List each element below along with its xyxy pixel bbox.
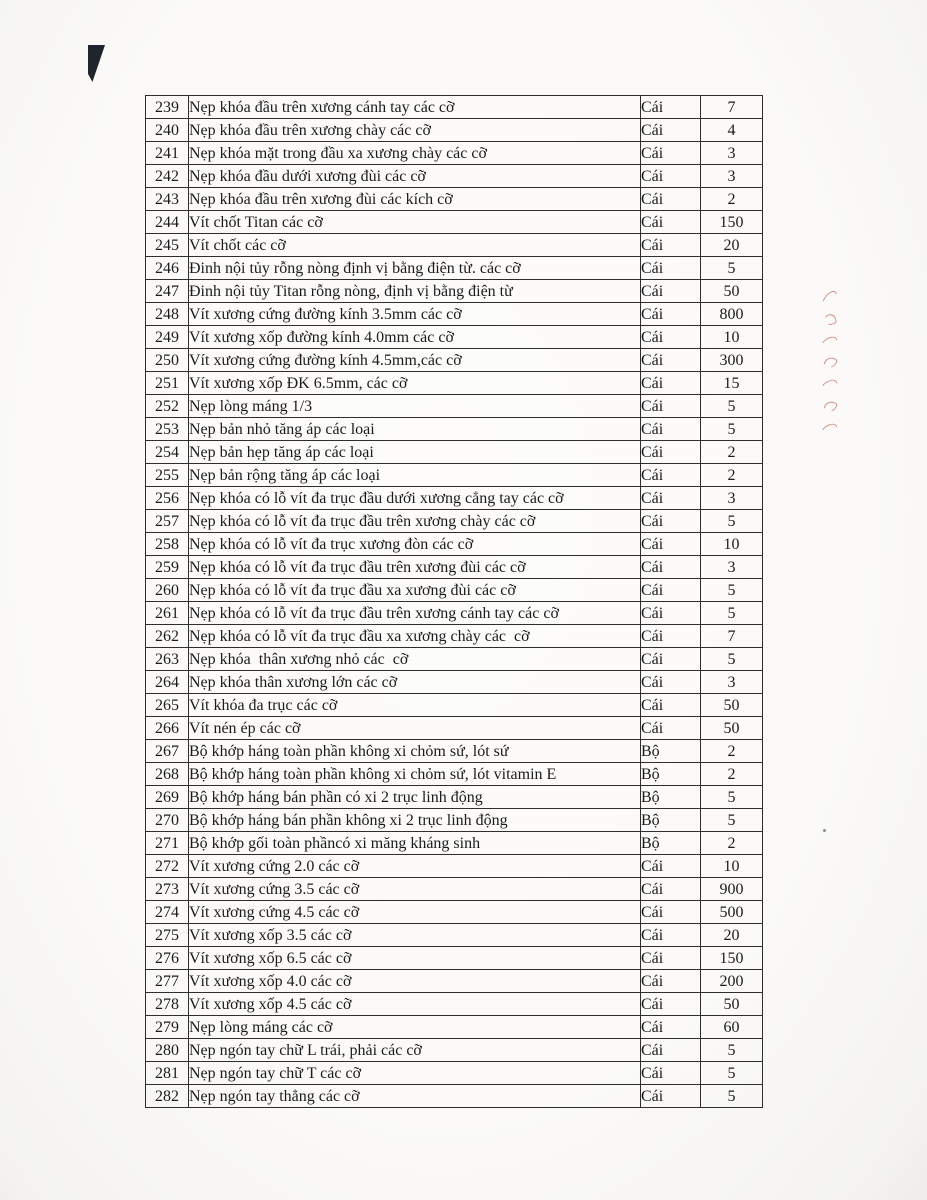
row-description-cell: Nẹp bản hẹp tăng áp các loại [189, 441, 641, 464]
row-number-cell: 281 [146, 1062, 189, 1085]
row-quantity-cell: 5 [701, 809, 763, 832]
row-unit-cell: Bộ [641, 740, 701, 763]
row-description-cell: Vít xương cứng 2.0 các cỡ [189, 855, 641, 878]
row-quantity-cell: 10 [701, 326, 763, 349]
row-number-cell: 241 [146, 142, 189, 165]
row-number-cell: 273 [146, 878, 189, 901]
table-row [146, 579, 763, 602]
row-description-cell: Vít chốt Titan các cỡ [189, 211, 641, 234]
row-number-cell: 270 [146, 809, 189, 832]
row-number-cell: 269 [146, 786, 189, 809]
row-number-cell: 251 [146, 372, 189, 395]
row-unit-cell: Cái [641, 441, 701, 464]
table-row [146, 832, 763, 855]
row-description-cell: Nẹp ngón tay chữ L trái, phải các cỡ [189, 1039, 641, 1062]
row-unit-cell: Cái [641, 625, 701, 648]
row-number-cell: 271 [146, 832, 189, 855]
row-quantity-cell: 10 [701, 533, 763, 556]
row-unit-cell: Cái [641, 487, 701, 510]
row-number-cell: 276 [146, 947, 189, 970]
table-row [146, 855, 763, 878]
table-row [146, 671, 763, 694]
row-number-cell: 253 [146, 418, 189, 441]
row-quantity-cell: 50 [701, 694, 763, 717]
row-description-cell: Nẹp lòng máng 1/3 [189, 395, 641, 418]
items-table [145, 95, 763, 1108]
row-description-cell: Vít xương xốp 3.5 các cỡ [189, 924, 641, 947]
row-quantity-cell: 150 [701, 211, 763, 234]
table-row [146, 694, 763, 717]
red-ink-marks [820, 293, 840, 433]
row-quantity-cell: 20 [701, 234, 763, 257]
row-unit-cell: Cái [641, 533, 701, 556]
row-unit-cell: Cái [641, 1016, 701, 1039]
row-unit-cell: Cái [641, 395, 701, 418]
row-description-cell: Vít xương xốp 6.5 các cỡ [189, 947, 641, 970]
table-row [146, 464, 763, 487]
table-row [146, 1062, 763, 1085]
row-description-cell: Nẹp khóa có lỗ vít đa trục đầu dưới xương cẳng tay các cỡ [189, 487, 641, 510]
row-number-cell: 268 [146, 763, 189, 786]
row-number-cell: 240 [146, 119, 189, 142]
table-row [146, 533, 763, 556]
row-quantity-cell: 5 [701, 1085, 763, 1108]
row-quantity-cell: 50 [701, 717, 763, 740]
row-quantity-cell: 200 [701, 970, 763, 993]
row-quantity-cell: 5 [701, 1039, 763, 1062]
table-row [146, 257, 763, 280]
row-description-cell: Nẹp khóa đầu trên xương cánh tay các cỡ [189, 96, 641, 119]
row-description-cell: Nẹp khóa đầu trên xương chày các cỡ [189, 119, 641, 142]
row-description-cell: Nẹp khóa đầu trên xương đùi các kích cỡ [189, 188, 641, 211]
row-quantity-cell: 60 [701, 1016, 763, 1039]
row-description-cell: Nẹp khóa thân xương lớn các cỡ [189, 671, 641, 694]
row-unit-cell: Cái [641, 556, 701, 579]
row-description-cell: Đinh nội tủy rỗng nòng định vị bằng điện từ. các cỡ [189, 257, 641, 280]
row-unit-cell: Cái [641, 1085, 701, 1108]
row-quantity-cell: 800 [701, 303, 763, 326]
row-quantity-cell: 5 [701, 602, 763, 625]
row-quantity-cell: 5 [701, 579, 763, 602]
row-quantity-cell: 3 [701, 487, 763, 510]
row-unit-cell: Cái [641, 257, 701, 280]
row-unit-cell: Cái [641, 901, 701, 924]
row-quantity-cell: 5 [701, 257, 763, 280]
row-number-cell: 272 [146, 855, 189, 878]
row-number-cell: 255 [146, 464, 189, 487]
row-quantity-cell: 150 [701, 947, 763, 970]
row-quantity-cell: 5 [701, 786, 763, 809]
row-number-cell: 266 [146, 717, 189, 740]
row-number-cell: 278 [146, 993, 189, 1016]
row-unit-cell: Bộ [641, 786, 701, 809]
table-row [146, 303, 763, 326]
row-number-cell: 259 [146, 556, 189, 579]
row-description-cell: Nẹp khóa có lỗ vít đa trục xương đòn các cỡ [189, 533, 641, 556]
table-row [146, 188, 763, 211]
table-row [146, 740, 763, 763]
row-unit-cell: Cái [641, 142, 701, 165]
row-quantity-cell: 3 [701, 556, 763, 579]
row-unit-cell: Cái [641, 579, 701, 602]
row-unit-cell: Cái [641, 119, 701, 142]
row-unit-cell: Cái [641, 1039, 701, 1062]
row-unit-cell: Cái [641, 671, 701, 694]
items-table-body [146, 96, 763, 1108]
row-unit-cell: Cái [641, 326, 701, 349]
table-row [146, 602, 763, 625]
row-quantity-cell: 2 [701, 441, 763, 464]
row-description-cell: Vít nén ép các cỡ [189, 717, 641, 740]
row-number-cell: 260 [146, 579, 189, 602]
row-unit-cell: Cái [641, 234, 701, 257]
row-number-cell: 239 [146, 96, 189, 119]
row-unit-cell: Cái [641, 993, 701, 1016]
row-number-cell: 249 [146, 326, 189, 349]
row-description-cell: Nẹp khóa có lỗ vít đa trục đầu trên xương cánh tay các cỡ [189, 602, 641, 625]
row-number-cell: 267 [146, 740, 189, 763]
row-unit-cell: Cái [641, 855, 701, 878]
table-row [146, 1039, 763, 1062]
row-unit-cell: Cái [641, 924, 701, 947]
row-quantity-cell: 3 [701, 671, 763, 694]
row-description-cell: Bộ khớp háng bán phần có xi 2 trục linh động [189, 786, 641, 809]
row-description-cell: Nẹp khóa có lỗ vít đa trục đầu trên xương đùi các cỡ [189, 556, 641, 579]
red-ink-mark [823, 312, 837, 326]
row-description-cell: Nẹp khóa có lỗ vít đa trục đầu trên xương chày các cỡ [189, 510, 641, 533]
row-unit-cell: Cái [641, 211, 701, 234]
row-number-cell: 254 [146, 441, 189, 464]
row-unit-cell: Cái [641, 188, 701, 211]
row-number-cell: 245 [146, 234, 189, 257]
row-quantity-cell: 5 [701, 648, 763, 671]
row-number-cell: 256 [146, 487, 189, 510]
red-ink-mark [822, 288, 839, 306]
row-description-cell: Nẹp khóa đầu dưới xương đùi các cỡ [189, 165, 641, 188]
table-row [146, 234, 763, 257]
table-row [146, 901, 763, 924]
row-description-cell: Nẹp bản rộng tăng áp các loại [189, 464, 641, 487]
row-quantity-cell: 20 [701, 924, 763, 947]
row-quantity-cell: 2 [701, 188, 763, 211]
row-unit-cell: Cái [641, 602, 701, 625]
table-row [146, 119, 763, 142]
row-quantity-cell: 3 [701, 142, 763, 165]
table-row [146, 1016, 763, 1039]
row-number-cell: 242 [146, 165, 189, 188]
row-description-cell: Nẹp khóa mặt trong đầu xa xương chày các cỡ [189, 142, 641, 165]
row-description-cell: Nẹp ngón tay chữ T các cỡ [189, 1062, 641, 1085]
red-ink-mark [822, 356, 839, 370]
row-quantity-cell: 15 [701, 372, 763, 395]
table-row [146, 418, 763, 441]
table-row [146, 786, 763, 809]
row-quantity-cell: 4 [701, 119, 763, 142]
row-description-cell: Nẹp lòng máng các cỡ [189, 1016, 641, 1039]
table-row [146, 326, 763, 349]
row-number-cell: 277 [146, 970, 189, 993]
table-row [146, 924, 763, 947]
row-number-cell: 252 [146, 395, 189, 418]
table-row [146, 648, 763, 671]
row-number-cell: 250 [146, 349, 189, 372]
row-unit-cell: Cái [641, 1062, 701, 1085]
row-unit-cell: Cái [641, 349, 701, 372]
row-number-cell: 282 [146, 1085, 189, 1108]
row-description-cell: Bộ khớp háng toàn phần không xi chỏm sứ, lót vitamin E [189, 763, 641, 786]
row-number-cell: 264 [146, 671, 189, 694]
row-quantity-cell: 7 [701, 625, 763, 648]
table-row [146, 165, 763, 188]
row-unit-cell: Cái [641, 947, 701, 970]
row-description-cell: Vít xương cứng 4.5 các cỡ [189, 901, 641, 924]
table-row [146, 947, 763, 970]
row-quantity-cell: 5 [701, 1062, 763, 1085]
row-description-cell: Vít chốt các cỡ [189, 234, 641, 257]
row-number-cell: 275 [146, 924, 189, 947]
table-row [146, 441, 763, 464]
table-row [146, 487, 763, 510]
red-ink-mark [821, 421, 839, 436]
table-row [146, 970, 763, 993]
row-description-cell: Vít xương xốp ĐK 6.5mm, các cỡ [189, 372, 641, 395]
row-unit-cell: Cái [641, 165, 701, 188]
row-unit-cell: Cái [641, 648, 701, 671]
red-ink-mark [821, 334, 839, 349]
row-unit-cell: Bộ [641, 763, 701, 786]
table-row [146, 717, 763, 740]
table-row [146, 96, 763, 119]
table-row [146, 510, 763, 533]
row-number-cell: 280 [146, 1039, 189, 1062]
red-ink-mark [822, 400, 839, 414]
table-row [146, 395, 763, 418]
row-description-cell: Bộ khớp háng toàn phần không xi chỏm sứ, lót sứ [189, 740, 641, 763]
table-row [146, 763, 763, 786]
corner-fold-mark [88, 45, 105, 82]
row-quantity-cell: 50 [701, 280, 763, 303]
row-number-cell: 262 [146, 625, 189, 648]
table-row [146, 211, 763, 234]
row-quantity-cell: 900 [701, 878, 763, 901]
row-description-cell: Nẹp ngón tay thẳng các cỡ [189, 1085, 641, 1108]
row-unit-cell: Cái [641, 418, 701, 441]
row-description-cell: Bộ khớp háng bán phần không xi 2 trục linh động [189, 809, 641, 832]
row-description-cell: Vít xương cứng đường kính 4.5mm,các cỡ [189, 349, 641, 372]
row-description-cell: Bộ khớp gối toàn phầncó xi măng kháng sinh [189, 832, 641, 855]
table-row [146, 878, 763, 901]
row-quantity-cell: 3 [701, 165, 763, 188]
row-number-cell: 247 [146, 280, 189, 303]
row-unit-cell: Cái [641, 96, 701, 119]
row-number-cell: 243 [146, 188, 189, 211]
row-quantity-cell: 5 [701, 510, 763, 533]
table-row [146, 349, 763, 372]
row-number-cell: 274 [146, 901, 189, 924]
table-row [146, 993, 763, 1016]
row-description-cell: Vít xương cứng 3.5 các cỡ [189, 878, 641, 901]
row-number-cell: 279 [146, 1016, 189, 1039]
row-number-cell: 246 [146, 257, 189, 280]
row-unit-cell: Cái [641, 510, 701, 533]
row-quantity-cell: 2 [701, 740, 763, 763]
row-quantity-cell: 2 [701, 832, 763, 855]
row-description-cell: Vít xương xốp 4.0 các cỡ [189, 970, 641, 993]
row-description-cell: Nẹp khóa có lỗ vít đa trục đầu xa xương đùi các cỡ [189, 579, 641, 602]
stray-dot [823, 829, 826, 832]
row-number-cell: 257 [146, 510, 189, 533]
row-quantity-cell: 2 [701, 464, 763, 487]
row-quantity-cell: 10 [701, 855, 763, 878]
table-row [146, 1085, 763, 1108]
row-description-cell: Vít khóa đa trục các cỡ [189, 694, 641, 717]
row-unit-cell: Bộ [641, 809, 701, 832]
row-quantity-cell: 7 [701, 96, 763, 119]
row-description-cell: Nẹp khóa có lỗ vít đa trục đầu xa xương chày các cỡ [189, 625, 641, 648]
row-quantity-cell: 500 [701, 901, 763, 924]
table-row [146, 372, 763, 395]
row-unit-cell: Cái [641, 717, 701, 740]
table-row [146, 556, 763, 579]
row-description-cell: Đinh nội tủy Titan rỗng nòng, định vị bằng điện từ [189, 280, 641, 303]
row-quantity-cell: 300 [701, 349, 763, 372]
row-unit-cell: Cái [641, 970, 701, 993]
row-number-cell: 248 [146, 303, 189, 326]
row-description-cell: Nẹp bản nhỏ tăng áp các loại [189, 418, 641, 441]
table-row [146, 280, 763, 303]
table-row [146, 625, 763, 648]
row-number-cell: 265 [146, 694, 189, 717]
row-unit-cell: Cái [641, 878, 701, 901]
row-description-cell: Vít xương cứng đường kính 3.5mm các cỡ [189, 303, 641, 326]
table-row [146, 142, 763, 165]
row-unit-cell: Cái [641, 372, 701, 395]
row-quantity-cell: 50 [701, 993, 763, 1016]
row-description-cell: Nẹp khóa thân xương nhỏ các cỡ [189, 648, 641, 671]
row-quantity-cell: 5 [701, 418, 763, 441]
row-number-cell: 261 [146, 602, 189, 625]
table-row [146, 809, 763, 832]
row-unit-cell: Bộ [641, 832, 701, 855]
row-description-cell: Vít xương xốp 4.5 các cỡ [189, 993, 641, 1016]
row-quantity-cell: 2 [701, 763, 763, 786]
row-number-cell: 263 [146, 648, 189, 671]
red-ink-mark [821, 377, 839, 392]
row-quantity-cell: 5 [701, 395, 763, 418]
row-description-cell: Vít xương xốp đường kính 4.0mm các cỡ [189, 326, 641, 349]
row-number-cell: 258 [146, 533, 189, 556]
row-unit-cell: Cái [641, 280, 701, 303]
row-unit-cell: Cái [641, 303, 701, 326]
row-number-cell: 244 [146, 211, 189, 234]
row-unit-cell: Cái [641, 694, 701, 717]
row-unit-cell: Cái [641, 464, 701, 487]
